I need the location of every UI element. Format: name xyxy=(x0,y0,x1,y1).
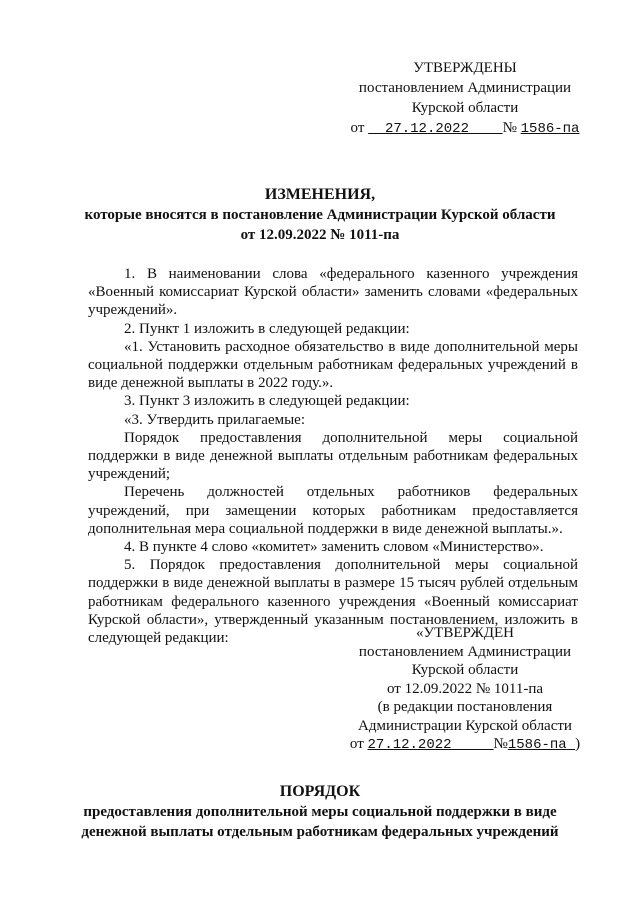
approval2-line-3: от 12.09.2022 № 1011-па xyxy=(386,680,544,697)
paragraph-3: «1. Установить расходное обязательство в виде дополнительной меры социальной поддержки отдельным работникам федеральных учреждений в виде денежной выплаты в 2022 году.». xyxy=(88,338,578,392)
paragraph-7: Перечень должностей отдельных работников федеральных учреждений, при замещении которых работникам предоставляется дополнительная мера социальной поддержки в виде денежной выплаты.». xyxy=(88,484,578,537)
approval-number: 1586-па xyxy=(520,121,580,137)
approval2-date: 27.12.2022 xyxy=(367,737,452,753)
paragraph-4: 3. Пункт 3 изложить в следующей редакции: xyxy=(124,393,410,410)
approval-stamp-2 xyxy=(340,624,590,755)
order-subtitle-1: предоставления дополнительной меры социальной поддержки в виде xyxy=(83,804,557,820)
approval2-line-2: Курской области xyxy=(411,662,519,678)
paragraph-5: «3. Утвердить прилагаемые: xyxy=(124,411,305,428)
number-prefix-2: № xyxy=(493,736,508,752)
order-heading: ПОРЯДОК xyxy=(279,783,361,800)
paragraph-1: 1. В наименовании слова «федерального казенного учреждения «Военный комиссариат Курской области» заменить словами «федеральных учреждений». xyxy=(88,266,578,319)
paragraph-6: Порядок предоставления дополнительной меры социальной поддержки в виде денежной выплаты отдельным работникам федеральных учреждений; xyxy=(88,429,578,483)
approval-stamp xyxy=(330,58,600,139)
approval-line-1: постановлением Администрации xyxy=(358,80,572,96)
changes-title xyxy=(40,185,600,245)
document-body xyxy=(88,265,578,647)
approval2-line-5: Администрации Курской области xyxy=(358,717,572,734)
approval-date-line xyxy=(330,118,600,139)
changes-subtitle-1: которые вносятся в постановление Администрации Курской области xyxy=(84,207,556,223)
closing-paren: ) xyxy=(575,736,581,752)
order-subtitle-2: денежной выплаты отдельным работникам федеральных учреждений xyxy=(81,824,559,840)
paragraph-9: 5. Порядок предоставления дополнительной меры социальной поддержки в виде денежной выплаты в размере 15 тысяч рублей отдельным работникам федерального казенного учреждения «Военный комиссариат Курской области», утвержденный указанным постановлением, изложить в следующей редакции: xyxy=(88,557,578,647)
approval2-number: 1586-па xyxy=(507,737,567,753)
approval-date: 27.12.2022 xyxy=(384,121,469,137)
approval2-line-4: (в редакции постановления xyxy=(377,699,553,715)
paragraph-8: 4. В пункте 4 слово «комитет» заменить словом «Министерство». xyxy=(124,539,544,556)
date-prefix: от xyxy=(350,120,365,136)
approval2-title: «УТВЕРЖДЕН xyxy=(416,625,514,641)
changes-subtitle-2: от 12.09.2022 № 1011-па xyxy=(240,227,400,243)
approval-line-2: Курской области xyxy=(411,100,519,116)
date-prefix-2: от xyxy=(349,736,364,752)
changes-heading: ИЗМЕНЕНИЯ, xyxy=(264,186,376,203)
approval2-date-line xyxy=(340,735,590,755)
number-prefix: № xyxy=(502,120,517,136)
approval2-line-1: постановлением Администрации xyxy=(358,643,572,660)
approval-title: УТВЕРЖДЕНЫ xyxy=(413,60,517,76)
order-title xyxy=(40,782,600,842)
paragraph-2: 2. Пункт 1 изложить в следующей редакции: xyxy=(124,320,410,337)
